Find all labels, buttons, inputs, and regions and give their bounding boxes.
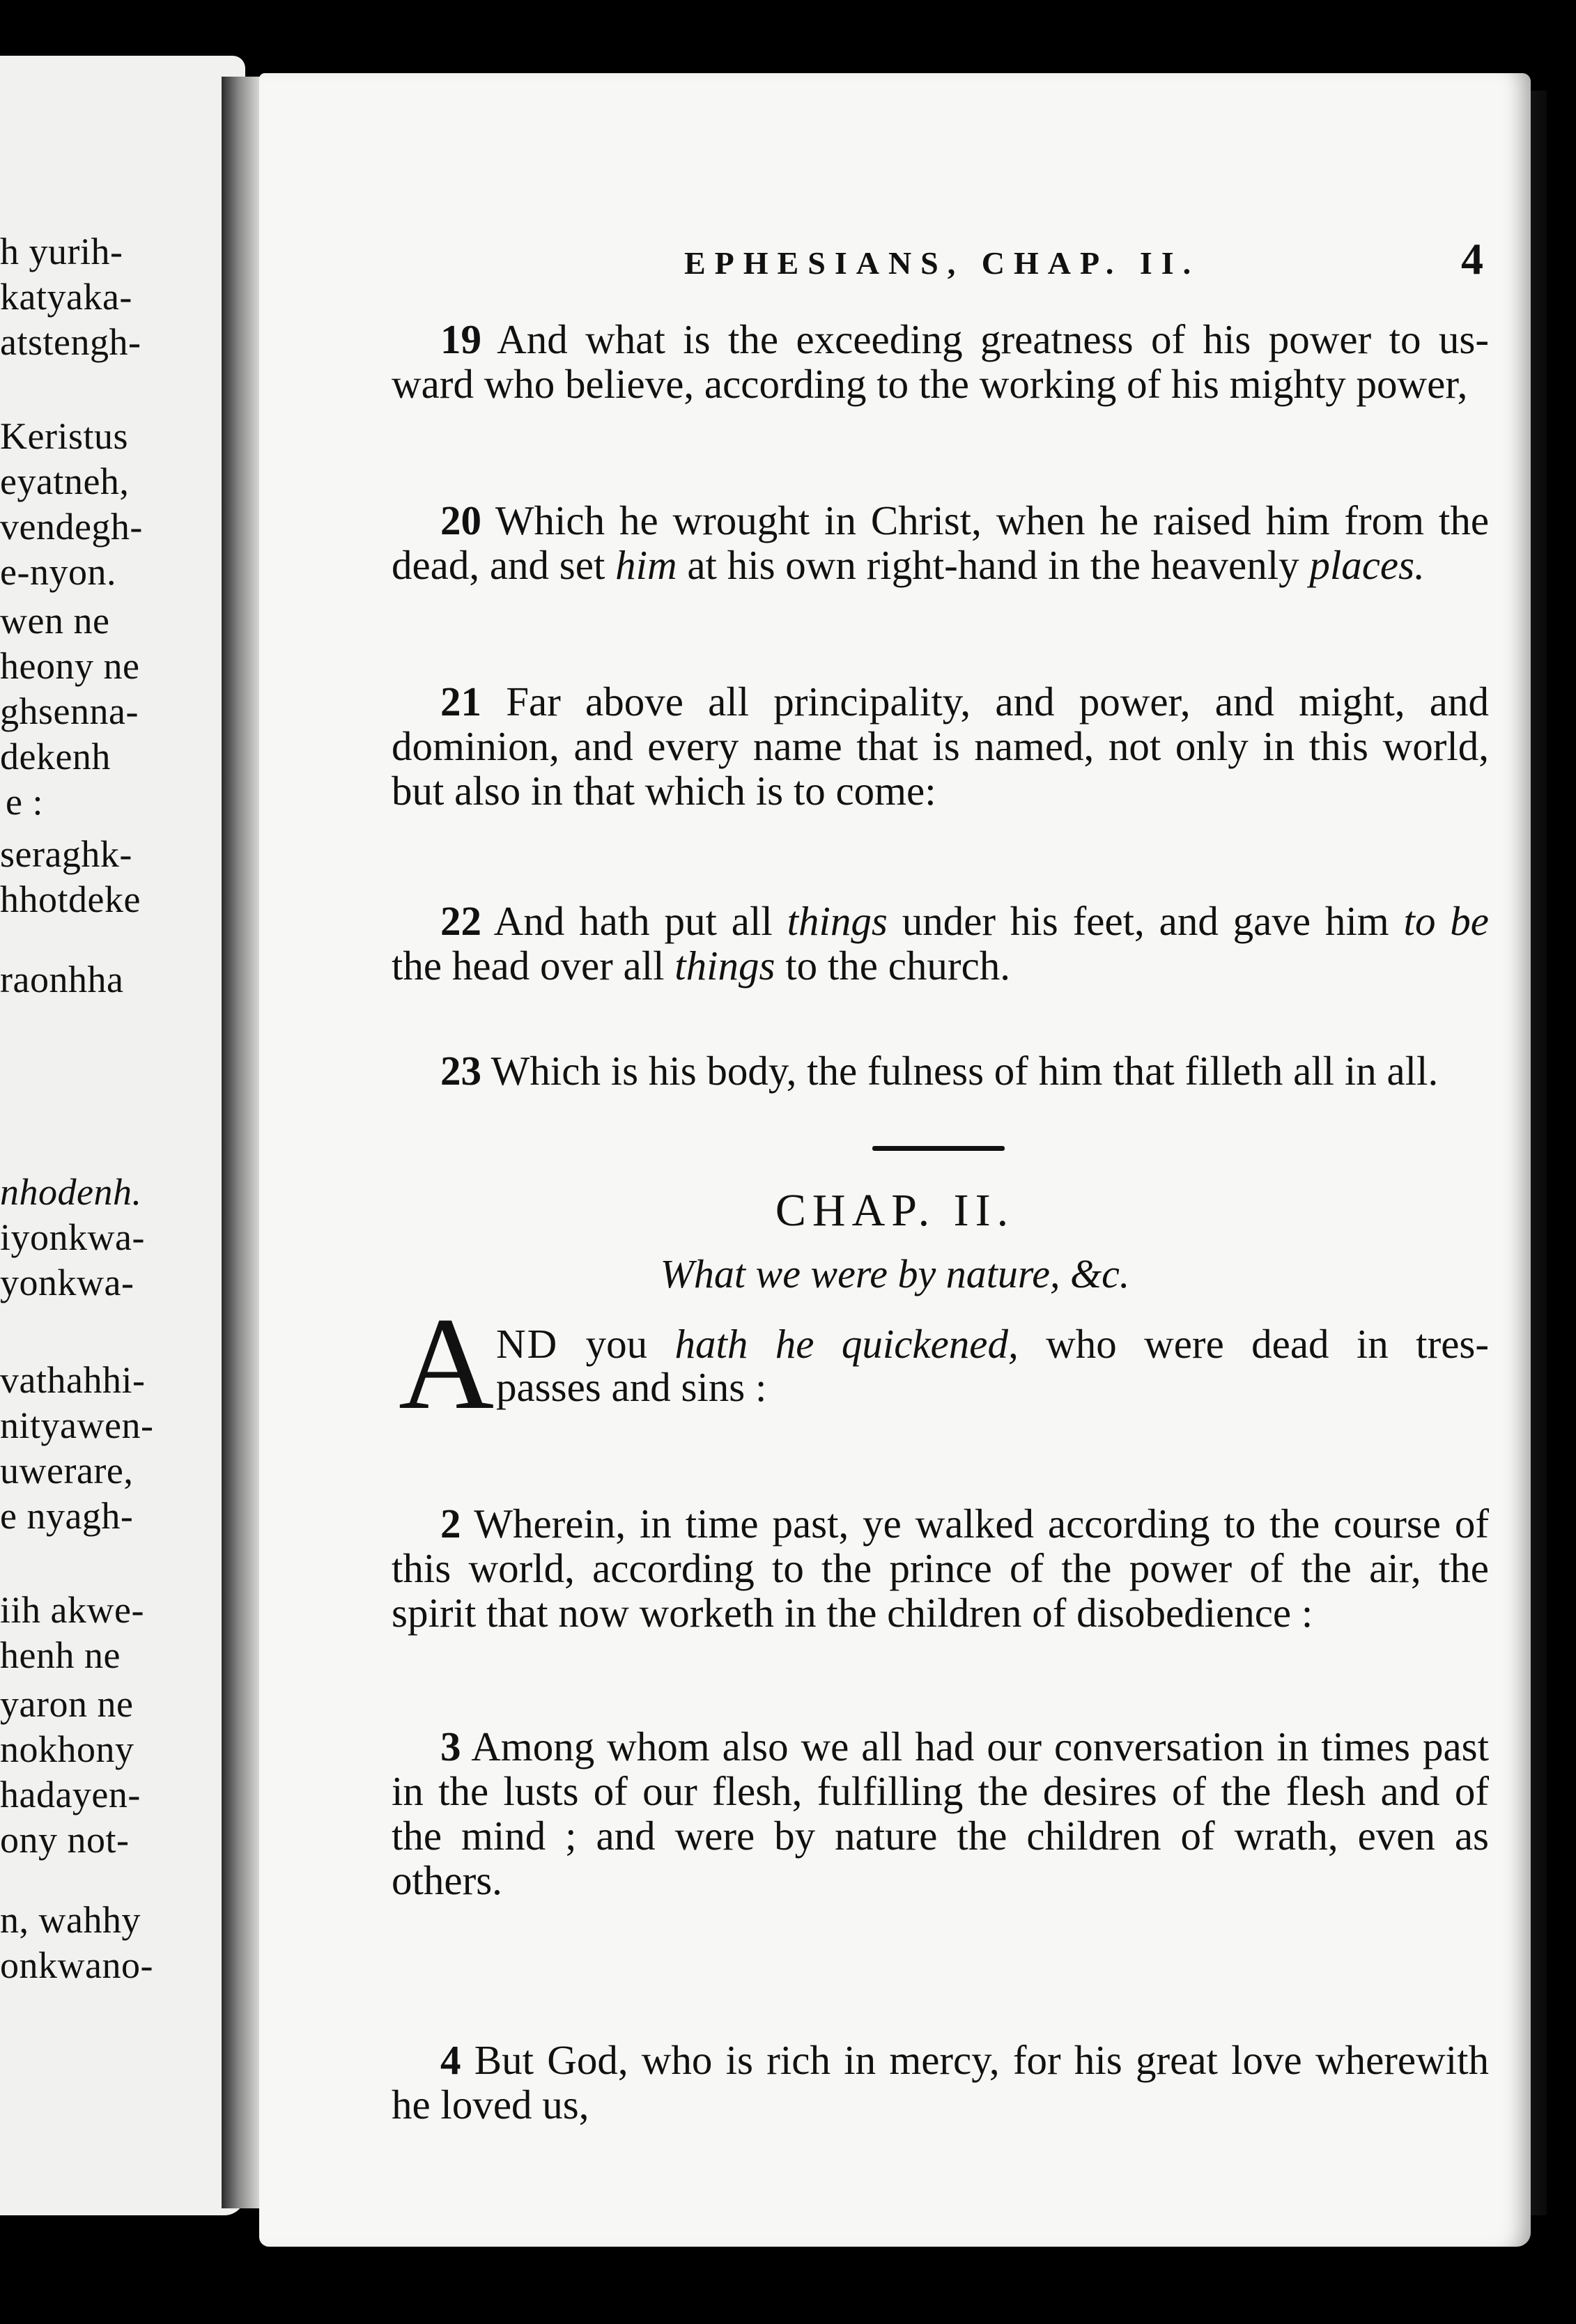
- verse-number: 19: [440, 316, 481, 362]
- left-page-line: henh ne: [0, 1634, 121, 1676]
- left-page-line: dekenh: [0, 736, 111, 777]
- verse-1-italic: hath he quickened,: [674, 1321, 1019, 1367]
- verse-20: [392, 498, 1489, 587]
- drop-cap: A: [399, 1291, 495, 1437]
- verse-1-line-1: ND you hath he quickened, who were dead in tres-: [496, 1321, 1490, 1367]
- left-page-line: e :: [6, 781, 43, 823]
- verse-4: [392, 2038, 1489, 2127]
- running-head: EPHESIANS, CHAP. II.: [684, 245, 1200, 281]
- left-page-line: uwerare,: [0, 1450, 134, 1492]
- verse-text: under his feet, and gave him: [887, 898, 1404, 944]
- page-number: 4: [1461, 234, 1483, 284]
- left-page-line: ghsenna-: [0, 690, 139, 732]
- verse-2: [392, 1501, 1489, 1635]
- verse-number: 23: [440, 1048, 481, 1094]
- verse-text: to the church.: [775, 943, 1011, 989]
- italic-text: things: [787, 898, 888, 944]
- left-page-line: yaron ne: [0, 1683, 134, 1725]
- left-page-line: nityawen-: [0, 1404, 154, 1446]
- left-facing-page: [0, 56, 245, 2215]
- left-page-line: h yurih-: [0, 231, 123, 272]
- verse-text: Which he wrought in Christ, when he raised him from the dead, and set: [392, 497, 1489, 588]
- verse-text: Far above all principality, and power, and might, and dominion, and every name that is named, not only in this world, but also in that which is to come:: [392, 679, 1489, 814]
- chapter-divider-rule: [872, 1146, 1005, 1151]
- verse-3: [392, 1724, 1489, 1903]
- left-page-line: hadayen-: [0, 1774, 141, 1815]
- verse-number: 2: [440, 1501, 461, 1547]
- verse-number: 20: [440, 497, 481, 543]
- verse-text: And hath put all: [481, 898, 787, 944]
- left-page-line: iyonkwa-: [0, 1216, 145, 1258]
- left-page-line: e nyagh-: [0, 1495, 134, 1537]
- left-page-line: onkwano-: [0, 1944, 153, 1986]
- verse-21: [392, 679, 1489, 813]
- chapter-heading: CHAP. II.: [775, 1185, 1015, 1236]
- verse-number: 22: [440, 898, 481, 944]
- left-page-line: eyatneh,: [0, 460, 130, 502]
- verse-number: 21: [440, 679, 481, 725]
- italic-text: places.: [1309, 542, 1425, 588]
- verse-number: 3: [440, 1723, 461, 1769]
- left-page-line: seraghk-: [0, 833, 132, 875]
- verse-text: Among whom also we all had our conversation in times past in the lusts of our flesh, fulfilling the desires of the flesh and of the mind ; and were by nature the children of wrath, even as others.: [392, 1723, 1489, 1903]
- italic-text: things: [674, 943, 775, 989]
- verse-1-line-2: passes and sins :: [496, 1364, 767, 1410]
- verse-text: Wherein, in time past, ye walked according to the course of this world, according to the prince of the power of the air, the spirit that now worketh in the children of disobedience :: [392, 1501, 1489, 1636]
- italic-text: to be: [1403, 898, 1489, 944]
- verse-1-small-caps: ND: [496, 1321, 559, 1367]
- verse-text: And what is the exceeding greatness of his power to us-ward who believe, according to the working of his mighty power,: [392, 316, 1489, 407]
- left-page-line: yonkwa-: [0, 1262, 134, 1303]
- verse-text: at his own right-hand in the heavenly: [677, 542, 1310, 588]
- left-page-line: ony not-: [0, 1819, 130, 1861]
- left-page-line: nokhony: [0, 1728, 134, 1770]
- left-page-line: vathahhi-: [0, 1359, 146, 1401]
- left-page-line: n, wahhy: [0, 1899, 141, 1941]
- verse-text: the head over all: [392, 943, 675, 989]
- left-page-line: raonhha: [0, 959, 124, 1000]
- left-page-line: Keristus: [0, 415, 128, 457]
- italic-text: him: [615, 542, 677, 588]
- verse-text: But God, who is rich in mercy, for his great love wherewith he loved us,: [392, 2037, 1489, 2128]
- left-page-line: vendegh-: [0, 506, 143, 548]
- right-page: [259, 73, 1531, 2247]
- verse-text: Which is his body, the fulness of him that filleth all in all.: [481, 1048, 1439, 1094]
- left-page-line: nhodenh.: [0, 1171, 142, 1213]
- verse-23: [392, 1048, 1489, 1093]
- chapter-summary: What we were by nature, &c.: [660, 1251, 1130, 1296]
- verse-22: [392, 899, 1489, 988]
- left-page-line: atstengh-: [0, 321, 141, 363]
- left-page-line: hhotdeke: [0, 878, 141, 920]
- left-page-line: katyaka-: [0, 276, 132, 318]
- left-page-line: e-nyon.: [0, 551, 116, 593]
- left-page-line: iih akwe-: [0, 1589, 144, 1631]
- verse-19: [392, 317, 1489, 406]
- left-page-line: wen ne: [0, 600, 110, 642]
- verse-number: 4: [440, 2037, 461, 2083]
- left-page-line: heony ne: [0, 645, 140, 687]
